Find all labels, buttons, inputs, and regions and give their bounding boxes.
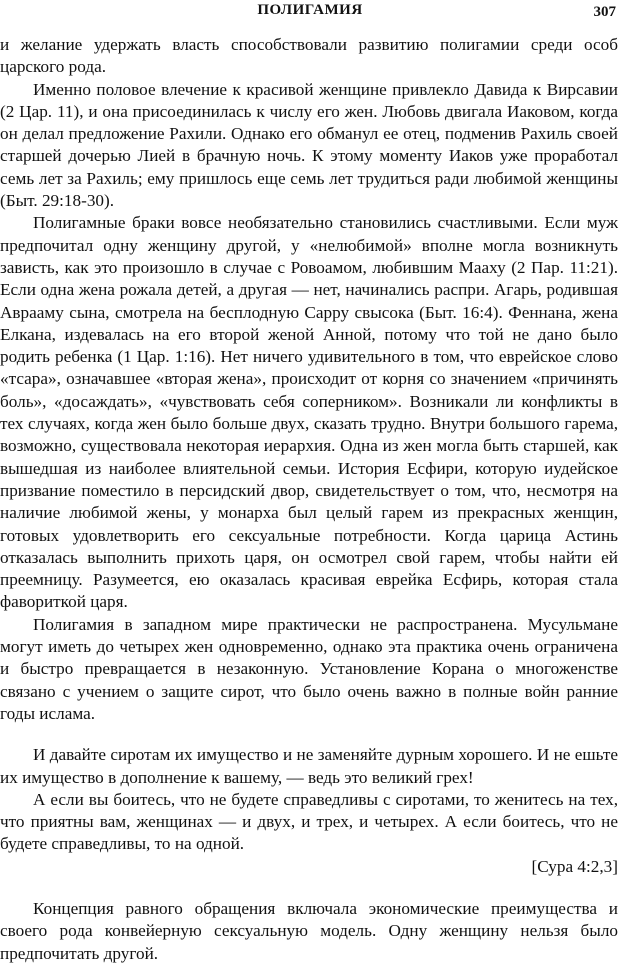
page-number: 307	[593, 4, 616, 20]
paragraph-islam: Полигамия в западном мире практически не распространена. Мусульмане могут иметь до четырех жен одновременно, однако эта практика очень ограничена и быстро превращается в незаконную. Установление Корана о многоженстве связано с учением о защите сирот, что было очень важно в полные войн ранние годы ислама.	[0, 614, 618, 723]
page-header	[0, 0, 620, 24]
paragraph-closing: Концепция равного обращения включала экономические преимущества и своего рода конвейерную сексуальную модель. Одну женщину нельзя было предпочитать другой.	[0, 898, 618, 963]
paragraph-polygamous-marriages: Полигамные браки вовсе необязательно становились счастливыми. Если муж предпочитал одну женщину другой, у «нелюбимой» вполне могла возникнуть зависть, как это произошло в случае с Ровоамом, любившим Мааху (2 Пар. 11:21). Если одна жена рожала детей, а другая — нет, начинались распри. Агарь, родившая Аврааму сына, смотрела на бесплодную Сарру свысока (Быт. 16:4). Феннана, жена Елкана, издевалась на его второй женой Анной, потому что той не дано было родить ребенка (1 Цар. 1:16). Нет ничего удивительного в том, что еврейское слово «тсара», означавшее «вторая жена», происходит от корня со значением «причинять боль», «досаждать», «чувствовать себя соперником». Возникали ли конфликты в тех случаях, когда жен было больше двух, сказать трудно. Внутри большого гарема, возможно, существовала некоторая иерархия. Одна из жен могла быть старшей, как вышедшая из наиболее влиятельной семьи. История Есфири, которую иудейское призвание поместило в персидский двор, свидетельствует о том, что, несмотря на наличие любимой жены, у монарха был целый гарем из прекрасных женщин, готовых удовлетворить его сексуальные потребности. Когда царица Астинь отказалась выполнить прихоть царя, он осмотрел свой гарем, чтобы найти ей преемницу. Разумеется, ею оказалась красивая еврейка Есфирь, которая стала фавориткой царя.	[0, 213, 618, 612]
quote-line: И давайте сиротам их имущество и не заменяйте дурным хорошего. И не ешьте их имущество в дополнение к вашему, — ведь это великий грех!	[0, 745, 618, 787]
page-body	[0, 34, 618, 965]
paragraph-continuation: и желание удержать власть способствовали развитию полигамии среди особ царского рода.	[0, 35, 618, 77]
quote-source: [Сура 4:2,3]	[531, 856, 618, 876]
running-title: ПОЛИГАМИЯ	[257, 2, 363, 18]
koran-quote	[0, 744, 618, 878]
paragraph-david-jacob: Именно половое влечение к красивой женщине привлекло Давида к Вирсавии (2 Цар. 11), и она присоединилась к числу его жен. Любовь двигала Иаковом, когда он делал предложение Рахили. Однако его обманул ее отец, подменив Рахиль своей старшей дочерью Лией в брачную ночь. К этому моменту Иаков уже проработал семь лет за Рахиль; ему пришлось еще семь лет трудиться ради любимой женщины (Быт. 29:18-30).	[0, 79, 618, 211]
quote-line: А если вы боитесь, что не будете справедливы с сиротами, то женитесь на тех, что приятны вам, женщинах — и двух, и трех, и четырех. А если боитесь, что не будете справедливы, то на одной.	[0, 789, 618, 854]
